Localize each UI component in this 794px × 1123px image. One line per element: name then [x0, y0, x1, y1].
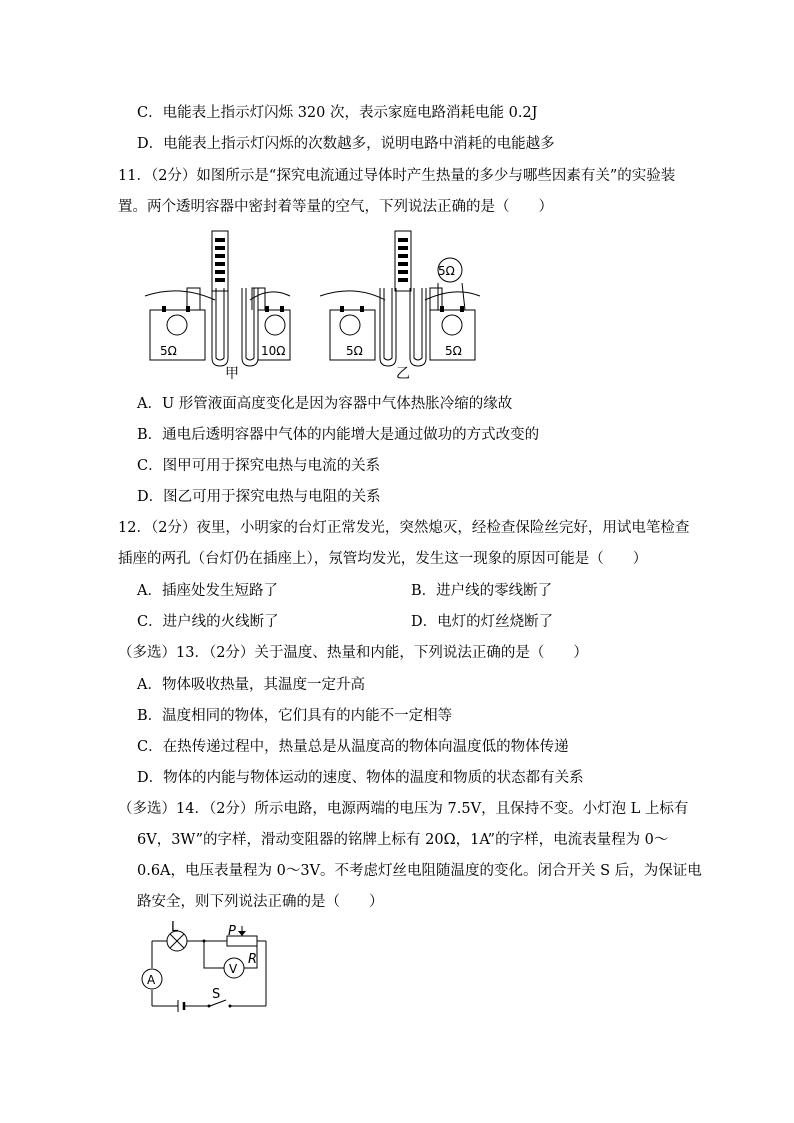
q10-option-c: C．电能表上指示灯闪烁 320 次，表示家庭电路消耗电能 0.2J [137, 105, 538, 121]
q12-option-d: D．电灯的灯丝烧断了 [411, 614, 554, 630]
circuit-lamp-label: L [171, 920, 179, 935]
q12-stem-line1: 12．（2分）夜里，小明家的台灯正常发光，突然熄灭，经检查保险丝完好，用试电笔检查 [118, 520, 690, 536]
q14-stem-line3: 0.6A，电压表量程为 0～3V。不考虑灯丝电阻随温度的变化。闭合开关 S 后，为保证电 [137, 863, 702, 879]
q14-stem-line2: 6V，3W”的字样，滑动变阻器的铭牌上标有 20Ω，1A”的字样，电流表量程为 0～ [137, 832, 669, 848]
fig-yi-right-resistor: 5Ω [445, 344, 462, 358]
q11-option-d: D．图乙可用于探究电热与电阻的关系 [137, 489, 381, 505]
fig-yi-label: 乙 [396, 366, 410, 382]
q11-option-c: C．图甲可用于探究电热与电流的关系 [137, 458, 381, 474]
q11-stem-line1: 11．（2分）如图所示是“探究电流通过导体时产生热量的多少与哪些因素有关”的实验装 [118, 168, 676, 184]
circuit-ammeter-label: A [147, 973, 156, 987]
q11-option-a: A．U 形管液面高度变化是因为容器中气体热胀冷缩的缘故 [137, 396, 513, 412]
fig-jia-right-resistor: 10Ω [261, 344, 286, 358]
q14-stem-line1: （多选）14．（2分）所示电路，电源两端的电压为 7.5V，且保持不变。小灯泡 L 上标有 [118, 801, 689, 817]
circuit-switch-label: S [212, 987, 221, 1002]
fig-yi-top-resistor: 5Ω [438, 264, 455, 278]
q13-option-a: A．物体吸收热量，其温度一定升高 [137, 677, 365, 693]
circuit-resistor-label: R [248, 952, 258, 967]
q12-stem-line2: 插座的两孔（台灯仍在插座上），氖管均发光，发生这一现象的原因可能是（ ） [118, 551, 648, 567]
q12-option-b: B．进户线的零线断了 [411, 583, 553, 599]
q11-option-b: B．通电后透明容器中气体的内能增大是通过做功的方式改变的 [137, 427, 540, 443]
q10-option-d: D．电能表上指示灯闪烁的次数越多，说明电路中消耗的电能越多 [137, 136, 555, 152]
q13-option-b: B．温度相同的物体，它们具有的内能不一定相等 [137, 708, 453, 724]
q12-option-a: A．插座处发生短路了 [137, 583, 278, 599]
fig-yi-left-resistor: 5Ω [346, 344, 363, 358]
fig-jia-left-resistor: 5Ω [160, 344, 177, 358]
q14-stem-line4: 路安全，则下列说法正确的是（ ） [137, 894, 384, 910]
q11-figure [140, 228, 485, 383]
q13-option-d: D．物体的内能与物体运动的速度、物体的温度和物质的状态都有关系 [137, 770, 584, 786]
q12-option-c: C．进户线的火线断了 [137, 614, 279, 630]
fig-jia-label: 甲 [225, 366, 239, 382]
q11-stem-line2: 置。两个透明容器中密封着等量的空气，下列说法正确的是（ ） [118, 199, 553, 215]
q13-option-c: C．在热传递过程中，热量总是从温度高的物体向温度低的物体传递 [137, 739, 569, 755]
circuit-voltmeter-label: V [229, 962, 238, 976]
q14-circuit-diagram [132, 918, 274, 1018]
circuit-slider-label: P [228, 924, 236, 939]
q13-stem: （多选）13．（2分）关于温度、热量和内能，下列说法正确的是（ ） [118, 645, 588, 661]
